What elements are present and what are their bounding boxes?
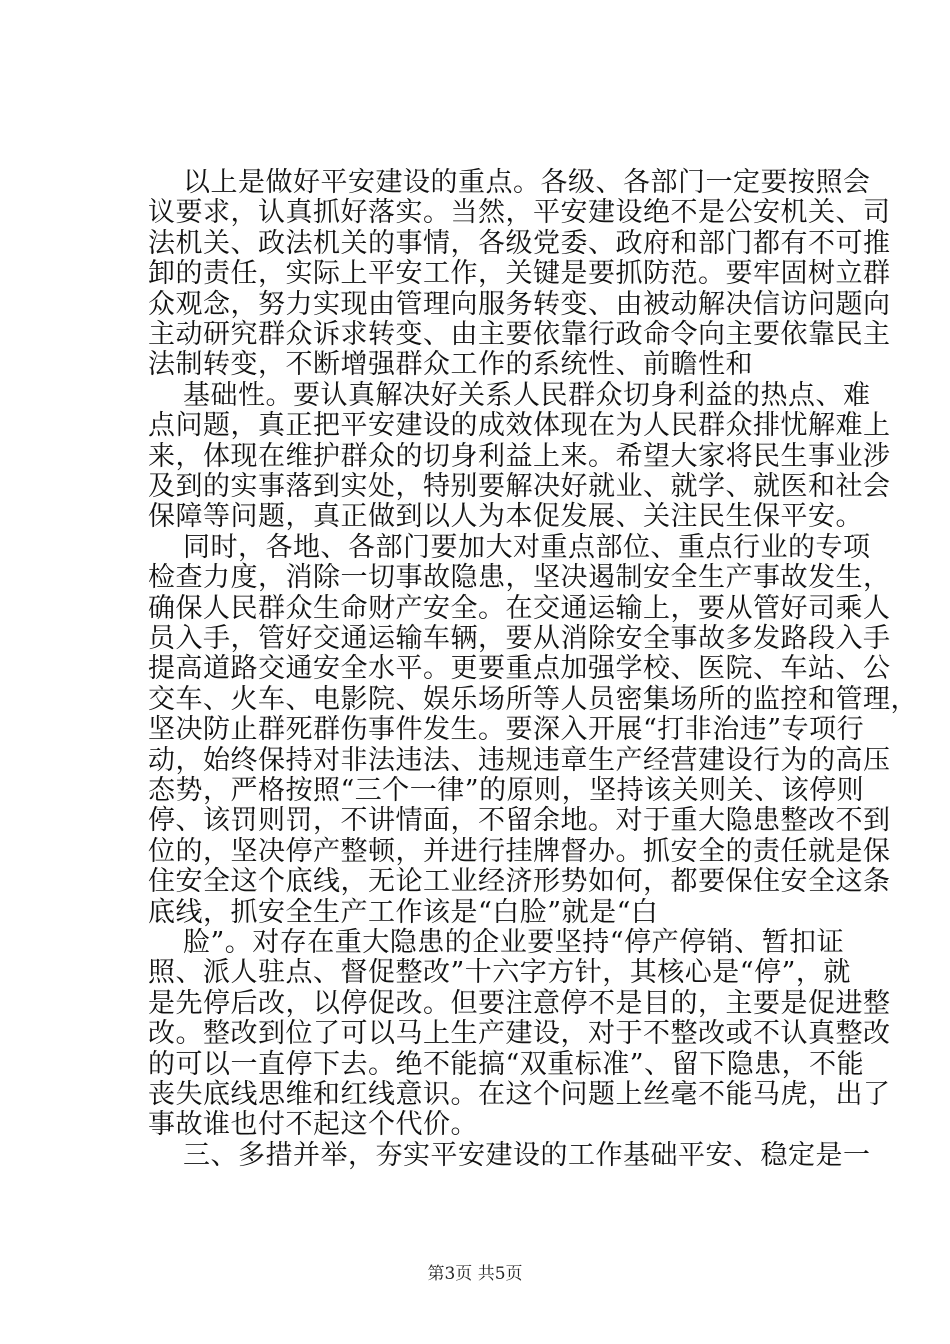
text-line: 基础性。要认真解决好关系人民群众切身利益的热点、难 [183, 379, 871, 411]
text-line: 主动研究群众诉求转变、由主要依靠行政命令向主要依靠民主 [148, 319, 891, 350]
text-line: 动，始终保持对非法违法、违规违章生产经营建设行为的高压 [148, 744, 891, 776]
text-line: 三、多措并举，夯实平安建设的工作基础平安、稳定是一 [183, 1139, 871, 1171]
text-line: 坚决防止群死群伤事件发生。要深入开展“打非治违”专项行 [148, 714, 865, 746]
text-line: 法机关、政法机关的事情，各级党委、政府和部门都有不可推 [148, 227, 891, 259]
text-line: 事故谁也付不起这个代价。 [148, 1109, 478, 1141]
text-line: 议要求，认真抓好落实。当然，平安建设绝不是公安机关、司 [148, 197, 891, 229]
text-line: 提高道路交通安全水平。更要重点加强学校、医院、车站、公 [148, 653, 891, 685]
text-line: 改。整改到位了可以马上生产建设，对于不整改或不认真整改 [148, 1018, 891, 1050]
text-line: 底线，抓安全生产工作该是“白脸”就是“白 [148, 896, 659, 928]
text-line: 停、该罚则罚，不讲情面，不留余地。对于重大隐患整改不到 [148, 805, 891, 837]
text-line: 同时，各地、各部门要加大对重点部位、重点行业的专项 [183, 531, 871, 563]
text-line: 以上是做好平安建设的重点。各级、各部门一定要按照会 [183, 167, 871, 198]
text-line: 态势，严格按照“三个一律”的原则，坚持该关则关、该停则 [148, 775, 865, 806]
text-line: 丧失底线思维和红线意识。在这个问题上丝毫不能马虎，出了 [148, 1079, 891, 1110]
text-line: 交车、火车、电影院、娱乐场所等人员密集场所的监控和管理， [148, 683, 918, 715]
text-line: 位的，坚决停产整顿，并进行挂牌督办。抓安全的责任就是保 [148, 835, 891, 867]
text-line: 员入手，管好交通运输车辆，要从消除安全事故多发路段入手 [148, 623, 891, 654]
text-line: 检查力度，消除一切事故隐患，坚决遏制安全生产事故发生， [148, 562, 891, 594]
text-line: 众观念，努力实现由管理向服务转变、由被动解决信访问题向 [148, 288, 891, 320]
text-line: 的可以一直停下去。绝不能搞“双重标准”、留下隐患，不能 [148, 1048, 865, 1080]
page-number-footer: 第3页 共5页 [427, 1264, 523, 1284]
text-line: 照、派人驻点、督促整改”十六字方针，其核心是“停”，就 [148, 957, 851, 989]
text-line: 住安全这个底线，无论工业经济形势如何，都要保住安全这条 [148, 866, 891, 898]
text-line: 点问题，真正把平安建设的成效体现在为人民群众排忧解难上 [148, 410, 891, 442]
text-line: 卸的责任，实际上平安工作，关键是要抓防范。要牢固树立群 [148, 258, 891, 290]
text-line: 来，体现在维护群众的切身利益上来。希望大家将民生事业涉 [148, 440, 891, 472]
text-line: 脸”。对存在重大隐患的企业要坚持“停产停销、暂扣证 [183, 927, 845, 958]
text-line: 确保人民群众生命财产安全。在交通运输上，要从管好司乘人 [148, 592, 891, 624]
text-line: 法制转变，不断增强群众工作的系统性、前瞻性和 [148, 349, 753, 381]
text-line: 及到的实事落到实处，特别要解决好就业、就学、就医和社会 [148, 471, 891, 502]
text-line: 是先停后改，以停促改。但要注意停不是目的，主要是促进整 [148, 987, 891, 1019]
text-line: 保障等问题，真正做到以人为本促发展、关注民生保平安。 [148, 501, 863, 533]
